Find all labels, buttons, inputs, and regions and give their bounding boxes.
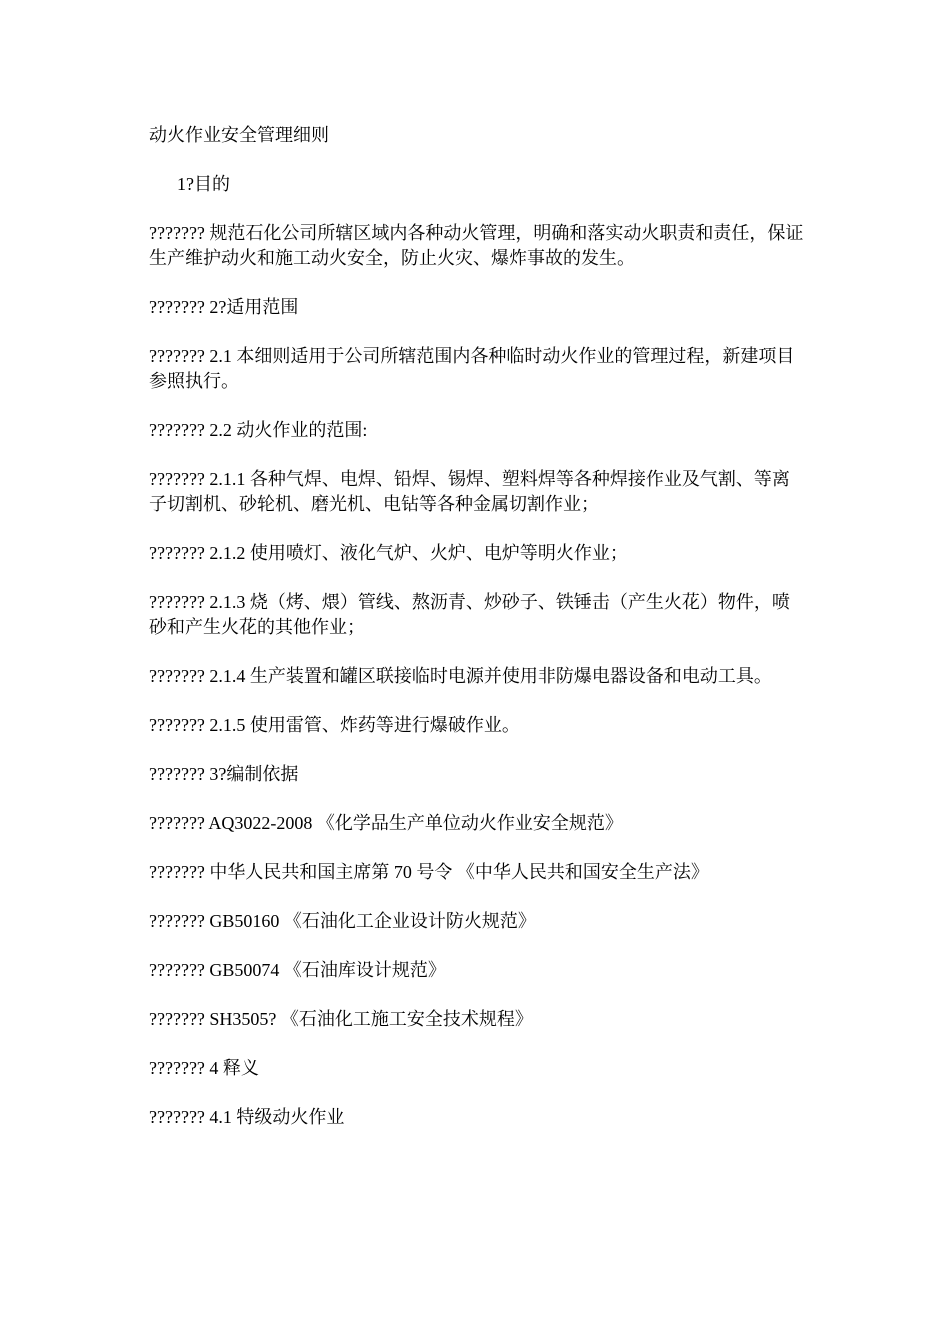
paragraph: ??????? 2.1.2 使用喷灯、液化气炉、火炉、电炉等明火作业； [149,543,628,563]
paragraph: ??????? 2.2 动火作业的范围: [149,420,368,440]
section-heading-basis: ??????? 3?编制依据 [149,764,299,784]
reference-item: ??????? AQ3022-2008 《化学品生产单位动火作业安全规范》 [149,813,623,833]
paragraph: ??????? 2.1.4 生产装置和罐区联接临时电源并使用非防爆电器设备和电动工具。 [149,666,772,686]
document-body [149,123,804,1154]
subsection-heading: ??????? 4.1 特级动火作业 [149,1107,345,1127]
document-title: 动火作业安全管理细则 [149,125,329,145]
paragraph: ??????? 2.1.5 使用雷管、炸药等进行爆破作业。 [149,715,520,735]
section-heading-purpose: 1?目的 [177,174,230,194]
paragraph: ??????? 规范石化公司所辖区域内各种动火管理，明确和落实动火职责和责任，保证生产维护动火和施工动火安全，防止火灾、爆炸事故的发生。 [149,223,804,268]
reference-item: ??????? 中华人民共和国主席第 70 号令 《中华人民共和国安全生产法》 [149,862,709,882]
paragraph: ??????? 2.1 本细则适用于公司所辖范围内各种临时动火作业的管理过程，新建项目参照执行。 [149,346,795,391]
reference-item: ??????? GB50160 《石油化工企业设计防火规范》 [149,911,536,931]
reference-item: ??????? GB50074 《石油库设计规范》 [149,960,446,980]
section-heading-definitions: ??????? 4 释义 [149,1058,259,1078]
paragraph: ??????? 2.1.3 烧（烤、煨）管线、熬沥青、炒砂子、铁锤击（产生火花）物件，喷砂和产生火花的其他作业； [149,592,790,637]
reference-item: ??????? SH3505? 《石油化工施工安全技术规程》 [149,1009,533,1029]
section-heading-scope: ??????? 2?适用范围 [149,297,299,317]
paragraph: ??????? 2.1.1 各种气焊、电焊、铅焊、锡焊、塑料焊等各种焊接作业及气割、等离子切割机、砂轮机、磨光机、电钻等各种金属切割作业； [149,469,790,514]
